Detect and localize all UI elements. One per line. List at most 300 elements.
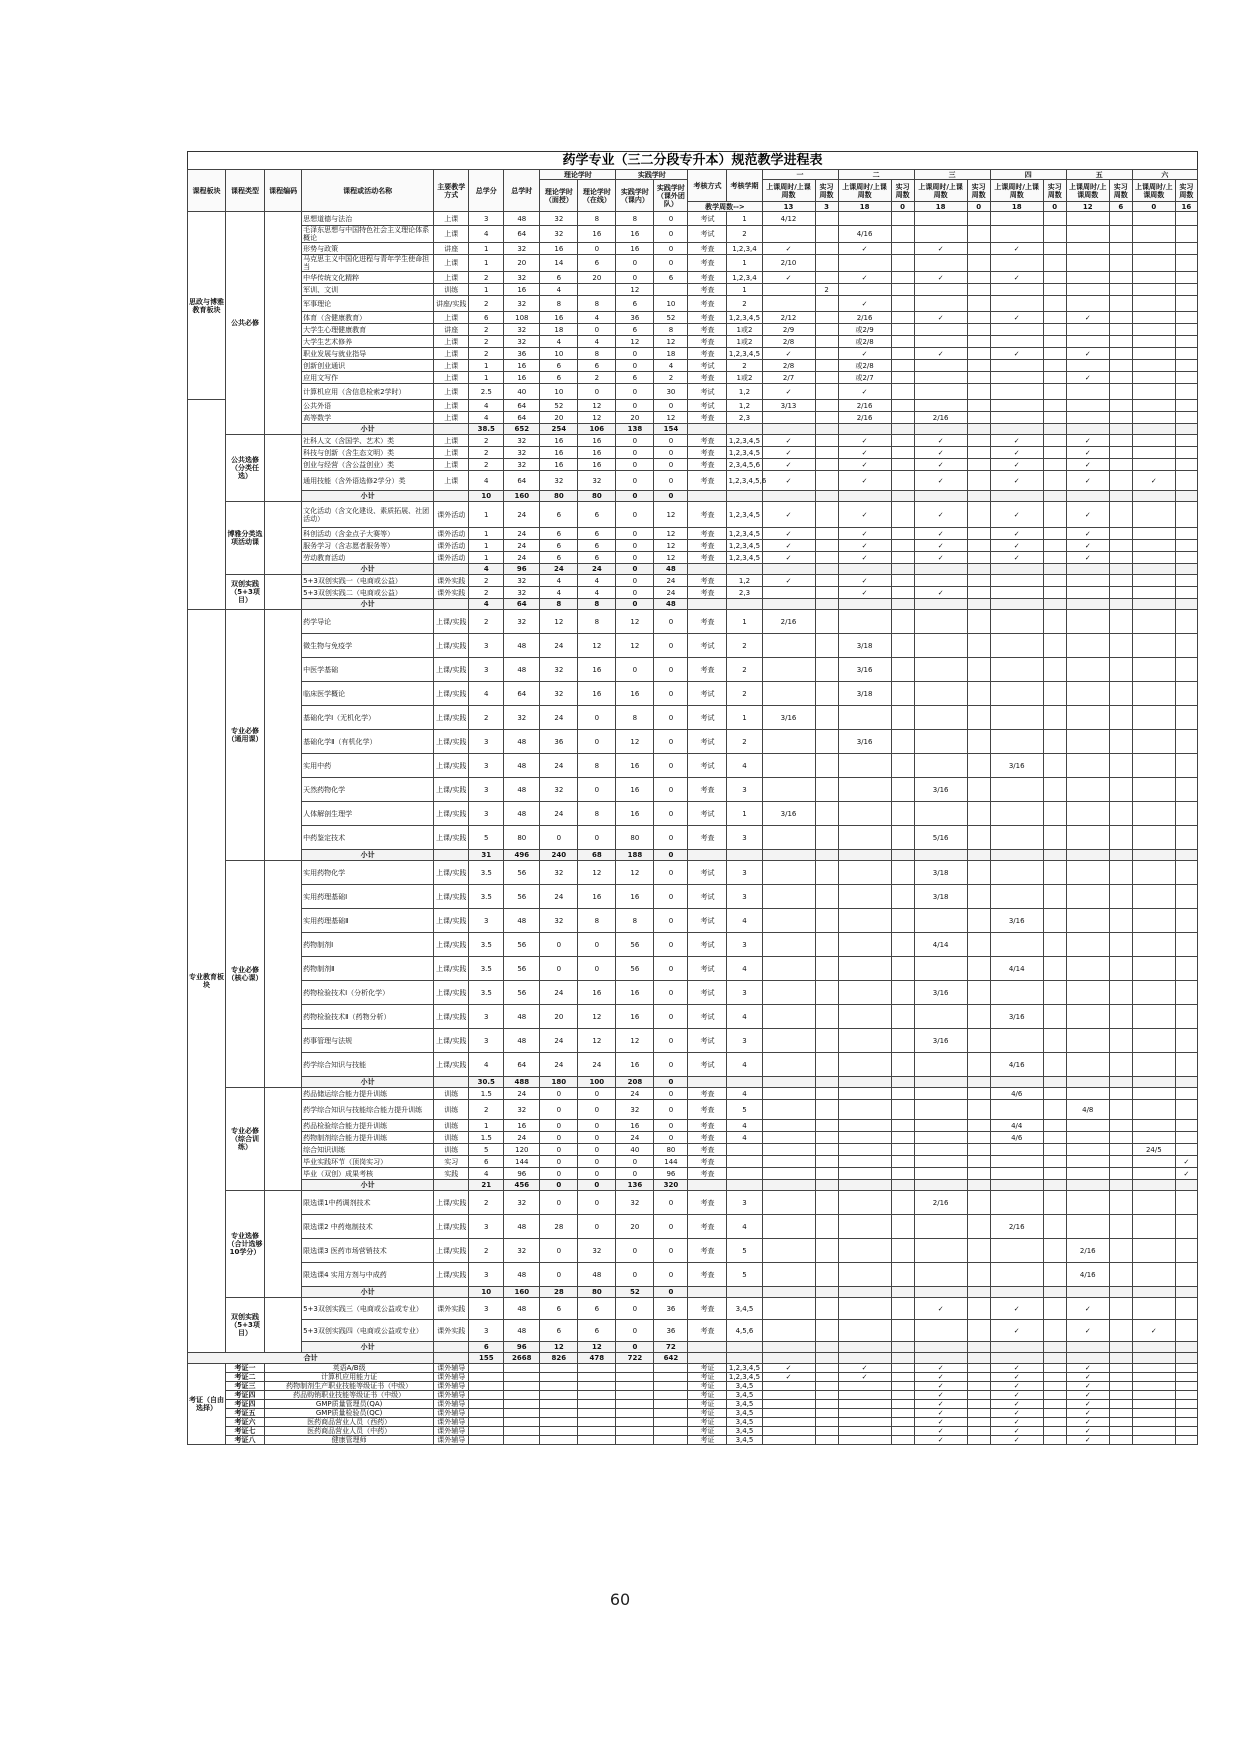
table-cell: [1175, 1427, 1197, 1436]
table-cell: [434, 599, 469, 610]
table-cell: [815, 1287, 838, 1298]
table-cell: [1043, 424, 1066, 435]
table-cell: [838, 1409, 891, 1418]
table-cell: [1043, 384, 1066, 400]
table-cell: 108: [504, 312, 540, 324]
table-cell: 考试: [688, 933, 727, 957]
certificate-row: [188, 1400, 1198, 1409]
table-cell: [1109, 540, 1132, 552]
table-cell: [1109, 1191, 1132, 1215]
table-cell: 0: [654, 447, 688, 459]
table-cell: [1132, 730, 1175, 754]
table-cell: [967, 575, 990, 587]
table-cell: ✓: [990, 1409, 1043, 1418]
table-cell: [1109, 412, 1132, 424]
table-cell: [1066, 1088, 1109, 1100]
table-cell: [1109, 658, 1132, 682]
table-cell: 652: [504, 424, 540, 435]
table-cell: 考证: [688, 1373, 727, 1382]
table-cell: [616, 1364, 654, 1373]
table-cell: [1175, 1263, 1197, 1287]
table-cell: 1: [727, 610, 762, 634]
table-cell: [891, 1180, 914, 1191]
table-cell: 5: [727, 1100, 762, 1120]
table-cell: [1132, 754, 1175, 778]
table-cell: [1132, 1382, 1175, 1391]
table-cell: [1066, 981, 1109, 1005]
table-cell: 32: [616, 1100, 654, 1120]
table-cell: [967, 336, 990, 348]
table-cell: [578, 1373, 616, 1382]
table-cell: [1109, 1263, 1132, 1287]
table-cell: 考查: [688, 255, 727, 272]
table-cell: 160: [504, 1287, 540, 1298]
table-cell: [1109, 1168, 1132, 1180]
course-name: 实用药物化学: [302, 861, 434, 885]
table-cell: 8: [578, 909, 616, 933]
table-row: [188, 435, 1198, 447]
table-cell: 6: [654, 272, 688, 284]
table-cell: [815, 502, 838, 528]
table-cell: 1: [469, 552, 504, 564]
table-cell: [762, 1005, 815, 1029]
table-cell: 课外辅导: [434, 1364, 469, 1373]
table-cell: [967, 1418, 990, 1427]
table-cell: 80: [540, 491, 578, 502]
table-cell: [815, 1029, 838, 1053]
column-header: 理论学时（面授）: [540, 180, 578, 212]
table-cell: [1132, 1298, 1175, 1320]
table-cell: 2,3,4,5,6: [728, 460, 761, 469]
table-cell: 3.5: [469, 861, 504, 885]
table-cell: 10: [540, 384, 578, 400]
table-cell: 32: [504, 575, 540, 587]
table-cell: [654, 1427, 688, 1436]
table-cell: 0: [654, 1005, 688, 1029]
table-cell: 训练: [434, 1100, 469, 1120]
table-cell: 2.5: [469, 384, 504, 400]
table-cell: ✓: [914, 459, 967, 471]
course-name: 限选课3 医药市场营销技术: [302, 1239, 434, 1263]
table-cell: 32: [504, 706, 540, 730]
table-cell: [1175, 384, 1197, 400]
table-cell: ✓: [838, 1373, 891, 1382]
table-cell: [688, 424, 727, 435]
table-cell: [1175, 372, 1197, 384]
table-cell: 48: [504, 1215, 540, 1239]
course-name: 限选课2 中药炮制技术: [302, 1215, 434, 1239]
table-cell: 24: [504, 502, 540, 528]
certificate-row: [188, 1418, 1198, 1427]
table-cell: [1109, 1053, 1132, 1077]
table-cell: 考查: [688, 1132, 727, 1144]
table-cell: [815, 360, 838, 372]
table-cell: [1043, 730, 1066, 754]
table-cell: 4/16: [838, 226, 891, 243]
table-cell: [838, 1436, 891, 1445]
table-cell: 考试: [688, 634, 727, 658]
table-cell: [1066, 778, 1109, 802]
table-cell: [967, 491, 990, 502]
table-cell: 6: [578, 502, 616, 528]
table-cell: 1: [727, 802, 762, 826]
table-cell: [990, 400, 1043, 412]
course-name: 形势与政策: [302, 243, 434, 255]
table-cell: 2: [469, 296, 504, 312]
table-cell: [815, 1005, 838, 1029]
table-row: [188, 400, 1198, 412]
table-cell: [891, 400, 914, 412]
course-name: 限选课4 实用方剂与中成药: [302, 1263, 434, 1287]
table-cell: [1132, 1373, 1175, 1382]
table-cell: 考证: [688, 1382, 727, 1391]
table-cell: ✓: [1066, 1391, 1109, 1400]
table-cell: 上课/实践: [434, 754, 469, 778]
table-cell: [654, 1391, 688, 1400]
course-name: 小计: [302, 1180, 434, 1191]
table-cell: [1109, 400, 1132, 412]
table-cell: 0: [616, 1320, 654, 1342]
table-cell: [815, 1132, 838, 1144]
table-cell: [914, 957, 967, 981]
table-cell: 考试: [688, 730, 727, 754]
table-cell: [1132, 599, 1175, 610]
table-cell: [1132, 540, 1175, 552]
table-cell: [815, 336, 838, 348]
table-cell: 16: [540, 447, 578, 459]
table-cell: [1175, 471, 1197, 491]
table-cell: [762, 1088, 815, 1100]
table-cell: [1066, 284, 1109, 296]
table-cell: ✓: [914, 1364, 967, 1373]
course-name: 科技与创新（含生态文明）类: [302, 447, 434, 459]
table-row: [188, 933, 1198, 957]
table-cell: 56: [504, 885, 540, 909]
table-cell: 0: [540, 826, 578, 850]
table-cell: [914, 1168, 967, 1180]
table-cell: [434, 1077, 469, 1088]
table-cell: [1109, 1144, 1132, 1156]
table-cell: 2668: [504, 1353, 540, 1364]
table-cell: [891, 1100, 914, 1120]
table-cell: [1175, 634, 1197, 658]
table-cell: [815, 372, 838, 384]
table-cell: [838, 957, 891, 981]
table-cell: [891, 587, 914, 599]
table-cell: [762, 1144, 815, 1156]
table-cell: [990, 1144, 1043, 1156]
table-cell: [891, 360, 914, 372]
table-cell: 6: [540, 502, 578, 528]
table-cell: [891, 1088, 914, 1100]
table-cell: 考证: [688, 1409, 727, 1418]
table-cell: [838, 599, 891, 610]
table-cell: 478: [578, 1353, 616, 1364]
table-cell: 2: [727, 360, 762, 372]
table-cell: [1066, 802, 1109, 826]
table-cell: [1043, 212, 1066, 226]
table-cell: [815, 540, 838, 552]
table-cell: 8: [540, 599, 578, 610]
course-block: 专业教育板块: [188, 610, 226, 1353]
table-cell: [727, 1180, 762, 1191]
table-cell: [967, 587, 990, 599]
weekly-hours-header: 上课周时/上课周数: [914, 180, 967, 202]
course-code: [265, 502, 302, 575]
course-name: 小计: [302, 1342, 434, 1353]
course-name: 小计: [302, 564, 434, 575]
table-cell: [967, 933, 990, 957]
table-cell: [762, 730, 815, 754]
table-cell: 4/16: [1066, 1263, 1109, 1287]
table-cell: 12: [616, 634, 654, 658]
table-cell: [914, 1120, 967, 1132]
table-cell: 0: [578, 1168, 616, 1180]
table-cell: 课外辅导: [434, 1409, 469, 1418]
table-cell: 24: [504, 552, 540, 564]
table-cell: 48: [504, 778, 540, 802]
table-cell: [967, 528, 990, 540]
table-cell: [1175, 1100, 1197, 1120]
table-cell: [762, 587, 815, 599]
table-cell: 2/10: [762, 255, 815, 272]
table-cell: [1132, 1215, 1175, 1239]
table-cell: [815, 528, 838, 540]
table-cell: [1043, 564, 1066, 575]
table-cell: 考试: [688, 1029, 727, 1053]
table-cell: [891, 1077, 914, 1088]
table-cell: [578, 1391, 616, 1400]
table-cell: 3: [727, 1029, 762, 1053]
table-cell: [990, 682, 1043, 706]
table-cell: [967, 412, 990, 424]
table-cell: [1043, 255, 1066, 272]
table-cell: 16: [504, 284, 540, 296]
table-cell: [654, 1382, 688, 1391]
column-header: 理论学时（在线）: [578, 180, 616, 212]
table-cell: 16: [578, 435, 616, 447]
table-cell: [1066, 575, 1109, 587]
table-cell: 12: [578, 1029, 616, 1053]
teaching-weeks-value: 3: [815, 202, 838, 212]
subtotal-row: [188, 1077, 1198, 1088]
table-cell: ✓: [990, 1391, 1043, 1400]
certificate-name: 医药商品营业人员（中药）: [265, 1427, 434, 1436]
table-cell: 144: [654, 1156, 688, 1168]
table-cell: 8: [578, 296, 616, 312]
table-cell: 考试: [688, 226, 727, 243]
table-cell: 12: [616, 730, 654, 754]
table-cell: [891, 1436, 914, 1445]
table-cell: [967, 754, 990, 778]
course-type: 专业选修（合计选够10学分）: [226, 1191, 265, 1298]
table-cell: 32: [578, 471, 616, 491]
table-cell: [762, 296, 815, 312]
table-cell: [616, 1400, 654, 1409]
table-cell: 上课: [434, 312, 469, 324]
table-cell: 31: [469, 850, 504, 861]
table-cell: 16: [616, 802, 654, 826]
table-cell: [838, 1180, 891, 1191]
table-row: [188, 981, 1198, 1005]
table-cell: 0: [654, 1263, 688, 1287]
table-cell: 课外实践: [434, 1298, 469, 1320]
table-cell: 1: [469, 372, 504, 384]
table-cell: [815, 1409, 838, 1418]
table-cell: ✓: [1175, 1168, 1197, 1180]
table-cell: 8: [578, 754, 616, 778]
table-cell: [1066, 1144, 1109, 1156]
table-cell: [762, 1342, 815, 1353]
table-cell: [762, 1168, 815, 1180]
table-cell: [1109, 957, 1132, 981]
table-cell: [967, 1144, 990, 1156]
table-cell: 64: [504, 412, 540, 424]
table-cell: [1043, 1298, 1066, 1320]
table-cell: 2,3: [727, 412, 762, 424]
table-cell: [1175, 447, 1197, 459]
table-cell: [914, 564, 967, 575]
table-cell: 3,4,5: [727, 1427, 762, 1436]
table-cell: [1132, 424, 1175, 435]
table-cell: 2: [469, 1191, 504, 1215]
table-cell: [914, 1100, 967, 1120]
table-cell: [1175, 885, 1197, 909]
table-cell: [990, 706, 1043, 730]
table-cell: [815, 1215, 838, 1239]
table-cell: [1132, 296, 1175, 312]
table-cell: 6: [469, 1156, 504, 1168]
table-cell: [1132, 372, 1175, 384]
table-cell: 48: [578, 1263, 616, 1287]
table-cell: 3.5: [469, 933, 504, 957]
table-cell: [815, 1120, 838, 1132]
teaching-weeks-value: 18: [914, 202, 967, 212]
table-cell: [1066, 1287, 1109, 1298]
table-cell: 上课/实践: [434, 861, 469, 885]
teaching-weeks-value: 18: [990, 202, 1043, 212]
table-cell: 6: [540, 528, 578, 540]
table-cell: [1043, 682, 1066, 706]
table-cell: 考查: [688, 459, 727, 471]
table-cell: [1175, 730, 1197, 754]
table-cell: 1,2,3,4,5: [728, 553, 761, 562]
table-cell: ✓: [838, 528, 891, 540]
table-cell: ✓: [762, 272, 815, 284]
table-cell: 0: [654, 909, 688, 933]
table-cell: [504, 1364, 540, 1373]
table-cell: [891, 212, 914, 226]
table-cell: [540, 1364, 578, 1373]
table-cell: 考查: [688, 1239, 727, 1263]
table-cell: [1132, 1427, 1175, 1436]
table-cell: 0: [654, 957, 688, 981]
table-cell: [1109, 826, 1132, 850]
course-name: 基础化学Ⅱ（有机化学）: [302, 730, 434, 754]
table-cell: [1043, 226, 1066, 243]
table-cell: ✓: [1066, 1427, 1109, 1436]
table-cell: 0: [654, 802, 688, 826]
table-cell: 3: [469, 1029, 504, 1053]
table-cell: ✓: [762, 528, 815, 540]
table-cell: ✓: [1066, 459, 1109, 471]
table-cell: ✓: [762, 243, 815, 255]
table-cell: 3/18: [914, 885, 967, 909]
table-cell: [1132, 909, 1175, 933]
table-cell: 24: [616, 1132, 654, 1144]
table-cell: [1043, 1077, 1066, 1088]
table-cell: [1132, 778, 1175, 802]
table-cell: ✓: [762, 348, 815, 360]
table-cell: [1132, 634, 1175, 658]
table-cell: 0: [616, 502, 654, 528]
table-cell: [1175, 435, 1197, 447]
table-cell: [815, 850, 838, 861]
table-cell: ✓: [990, 1418, 1043, 1427]
table-cell: 0: [540, 1156, 578, 1168]
table-cell: [967, 909, 990, 933]
table-cell: 6: [578, 255, 616, 272]
table-cell: 80: [654, 1144, 688, 1156]
table-cell: 32: [504, 1239, 540, 1263]
table-cell: 4/14: [990, 957, 1043, 981]
table-cell: [1132, 384, 1175, 400]
course-name: 实用中药: [302, 754, 434, 778]
table-cell: [967, 360, 990, 372]
table-cell: 16: [578, 459, 616, 471]
course-type: 专业必修（核心课）: [226, 861, 265, 1088]
table-cell: [1132, 336, 1175, 348]
table-cell: 0: [540, 1088, 578, 1100]
table-cell: [914, 212, 967, 226]
table-cell: [762, 778, 815, 802]
table-cell: 4: [469, 471, 504, 491]
table-cell: [654, 1364, 688, 1373]
table-cell: 16: [616, 1005, 654, 1029]
table-cell: 24: [540, 802, 578, 826]
table-cell: 考试: [688, 360, 727, 372]
table-cell: 100: [578, 1077, 616, 1088]
table-cell: [967, 284, 990, 296]
table-cell: 0: [654, 255, 688, 272]
table-row: [188, 1005, 1198, 1029]
table-cell: [762, 1298, 815, 1320]
table-row: [188, 296, 1198, 312]
table-cell: [1132, 861, 1175, 885]
table-cell: 0: [616, 1156, 654, 1168]
table-cell: 上课/实践: [434, 885, 469, 909]
table-cell: 0: [654, 243, 688, 255]
table-cell: [1043, 778, 1066, 802]
table-cell: 6: [540, 552, 578, 564]
table-cell: 56: [504, 933, 540, 957]
certificate-code: 考证一: [226, 1364, 265, 1373]
course-name: 中药鉴定技术: [302, 826, 434, 850]
table-cell: 68: [578, 850, 616, 861]
table-cell: [838, 1287, 891, 1298]
table-cell: 1: [727, 706, 762, 730]
table-cell: 4/14: [914, 933, 967, 957]
table-cell: [815, 1364, 838, 1373]
table-cell: 考查: [688, 284, 727, 296]
table-cell: 考查: [688, 1191, 727, 1215]
table-cell: 32: [504, 447, 540, 459]
table-cell: 4: [469, 400, 504, 412]
table-cell: 训练: [434, 1132, 469, 1144]
table-cell: [762, 412, 815, 424]
table-cell: 16: [540, 243, 578, 255]
table-cell: [891, 778, 914, 802]
